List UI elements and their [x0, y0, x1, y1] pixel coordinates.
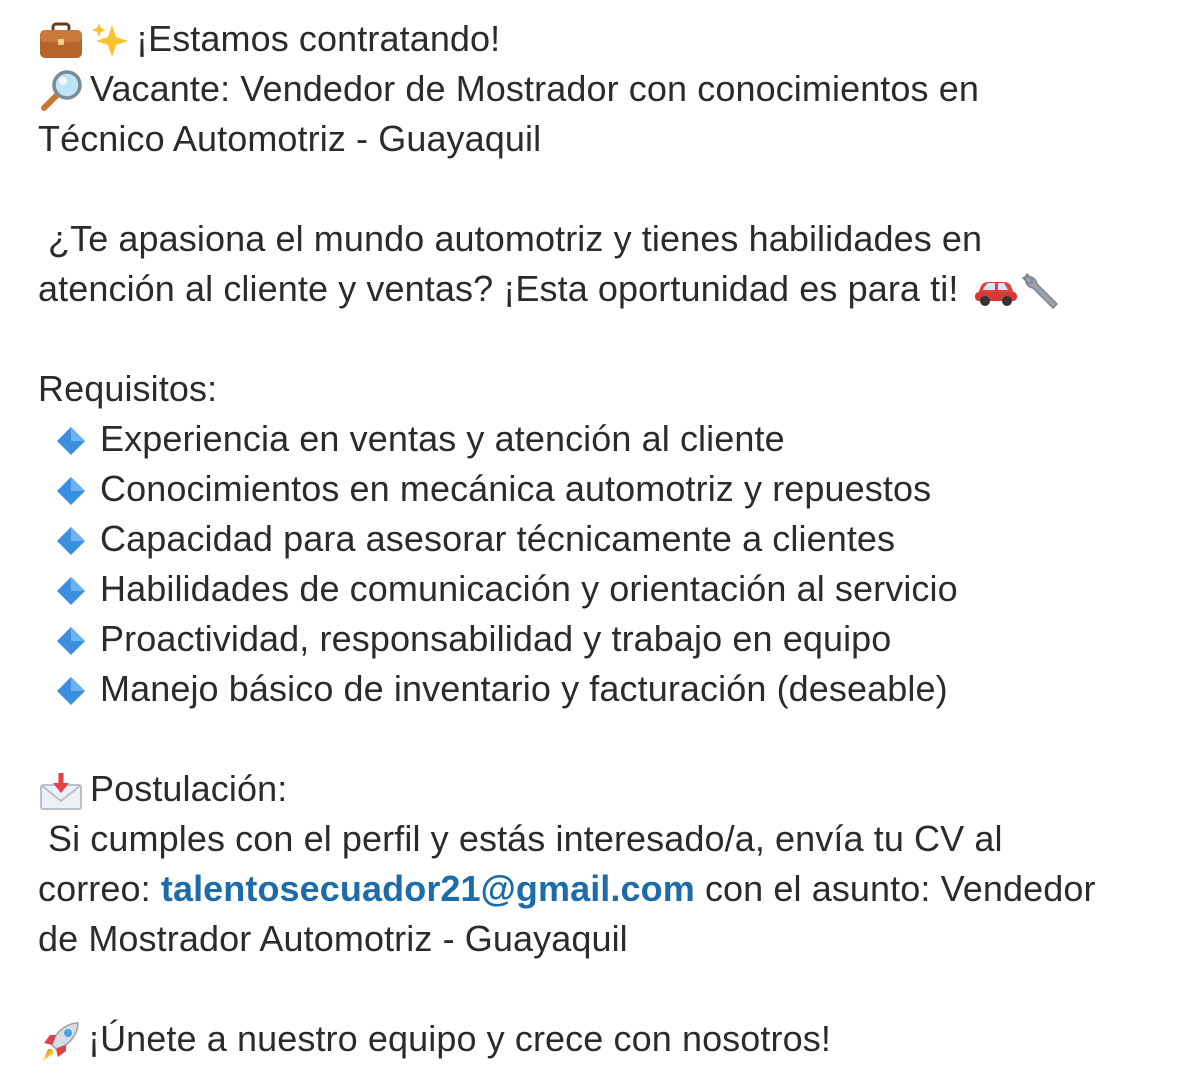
vacancy-line-1 [38, 64, 1178, 114]
sparkles-icon [90, 21, 130, 61]
email-link[interactable]: talentosecuador21@gmail.com [160, 868, 695, 909]
list-item: Proactividad, responsabilidad y trabajo en equipo [38, 614, 1178, 664]
intro-text-2: atención al cliente y ventas? ¡Esta oportunidad es para ti! [38, 268, 959, 309]
list-item: Manejo básico de inventario y facturación (deseable) [38, 664, 1178, 714]
closing-text: ¡Únete a nuestro equipo y crece con nosotros! [88, 1018, 831, 1059]
briefcase-icon [38, 22, 84, 60]
blue-diamond-icon [54, 621, 88, 655]
blue-diamond-icon [54, 521, 88, 555]
list-item: Conocimientos en mecánica automotriz y repuestos [38, 464, 1178, 514]
job-post [38, 14, 1178, 1064]
application-title: Postulación: [90, 768, 288, 809]
header-text: ¡Estamos contratando! [136, 18, 501, 59]
requirements-title: Requisitos: [38, 368, 218, 409]
magnifier-icon [38, 69, 84, 113]
intro-line-2 [38, 264, 1178, 314]
list-item: Experiencia en ventas y atención al cliente [38, 414, 1178, 464]
application-line-2: correo: talentosecuador21@gmail.com con el asunto: Vendedor [38, 868, 1096, 909]
vacancy-text-2: Técnico Automotriz - Guayaquil [38, 118, 542, 159]
application-title-line [38, 764, 1178, 814]
closing-line [38, 1014, 1178, 1064]
vacancy-line-2 [38, 114, 1178, 164]
car-icon [973, 274, 1019, 308]
list-item: Habilidades de comunicación y orientación al servicio [38, 564, 1178, 614]
wrench-icon [1019, 270, 1061, 312]
vacancy-text-1: Vacante: Vendedor de Mostrador con conocimientos en [90, 68, 979, 109]
rocket-icon [38, 1019, 82, 1063]
list-item: Capacidad para asesorar técnicamente a clientes [38, 514, 1178, 564]
intro-line-1 [38, 214, 1178, 264]
inbox-envelope-icon [38, 771, 84, 811]
intro-text-1: ¿Te apasiona el mundo automotriz y tienes habilidades en [48, 218, 983, 259]
post-header [38, 14, 1178, 64]
blue-diamond-icon [54, 671, 88, 705]
blue-diamond-icon [54, 471, 88, 505]
application-line-1: Si cumples con el perfil y estás interesado/a, envía tu CV al [48, 818, 1003, 859]
blue-diamond-icon [54, 421, 88, 455]
blue-diamond-icon [54, 571, 88, 605]
application-line-3: de Mostrador Automotriz - Guayaquil [38, 918, 628, 959]
